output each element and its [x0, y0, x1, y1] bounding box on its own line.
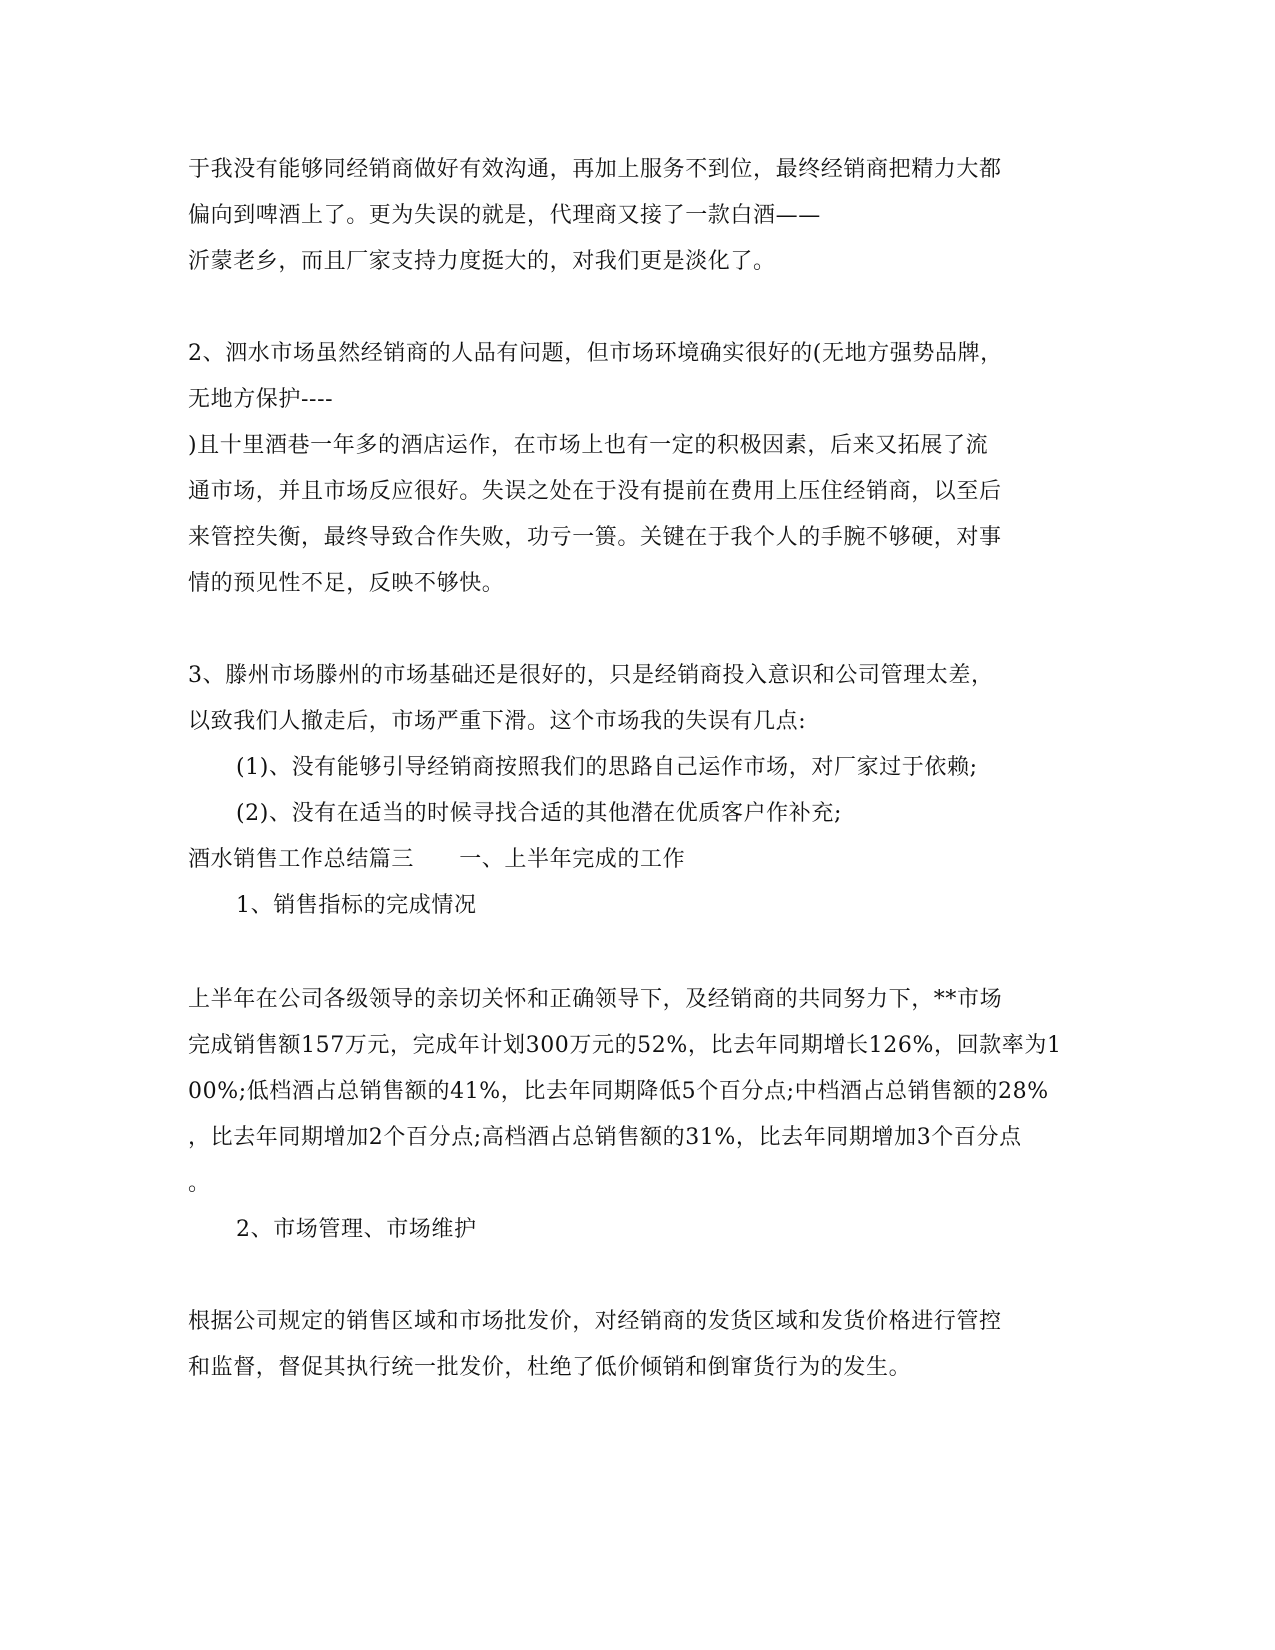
- paragraph-4-line-5: 。: [188, 1171, 211, 1196]
- paragraph-4-line-3: 00%;低档酒占总销售额的41%，比去年同期降低5个百分点;中档酒占总销售额的28%: [188, 1079, 1049, 1104]
- paragraph-2-line-6: 情的预见性不足，反映不够快。: [188, 571, 505, 596]
- section-heading: 酒水销售工作总结篇三 一、上半年完成的工作: [188, 847, 686, 872]
- subheading-2: 2、市场管理、市场维护: [236, 1217, 477, 1242]
- paragraph-5-line-2: 和监督，督促其执行统一批发价，杜绝了低价倾销和倒窜货行为的发生。: [188, 1355, 912, 1380]
- paragraph-2-line-5: 来管控失衡，最终导致合作失败，功亏一篑。关键在于我个人的手腕不够硬，对事: [188, 525, 1002, 550]
- paragraph-3-line-2: 以致我们人撤走后，市场严重下滑。这个市场我的失误有几点:: [188, 709, 807, 734]
- paragraph-1-line-1: 于我没有能够同经销商做好有效沟通，再加上服务不到位，最终经销商把精力大都: [188, 157, 1002, 182]
- paragraph-5-line-1: 根据公司规定的销售区域和市场批发价，对经销商的发货区域和发货价格进行管控: [188, 1309, 1002, 1334]
- paragraph-2-line-3: )且十里酒巷一年多的酒店运作，在市场上也有一定的积极因素，后来又拓展了流: [188, 433, 989, 458]
- paragraph-2-line-2: 无地方保护----: [188, 387, 334, 412]
- paragraph-3-item-1: (1)、没有能够引导经销商按照我们的思路自己运作市场，对厂家过于依赖;: [236, 755, 978, 780]
- paragraph-3-line-1: 3、滕州市场滕州的市场基础还是很好的，只是经销商投入意识和公司管理太差，: [188, 663, 994, 688]
- paragraph-1-line-3: 沂蒙老乡，而且厂家支持力度挺大的，对我们更是淡化了。: [188, 249, 776, 274]
- paragraph-2-line-1: 2、泗水市场虽然经销商的人品有问题，但市场环境确实很好的(无地方强势品牌，: [188, 341, 1003, 366]
- paragraph-4-line-2: 完成销售额157万元，完成年计划300万元的52%，比去年同期增长126%，回款率为1: [188, 1033, 1062, 1058]
- paragraph-4-line-4: ，比去年同期增加2个百分点;高档酒占总销售额的31%，比去年同期增加3个百分点: [188, 1125, 1022, 1150]
- paragraph-1-line-2: 偏向到啤酒上了。更为失误的就是，代理商又接了一款白酒——: [188, 203, 821, 228]
- subheading-1: 1、销售指标的完成情况: [236, 893, 477, 918]
- paragraph-3-item-2: (2)、没有在适当的时候寻找合适的其他潜在优质客户作补充;: [236, 801, 842, 826]
- paragraph-4-line-1: 上半年在公司各级领导的亲切关怀和正确领导下，及经销商的共同努力下，**市场: [188, 987, 1003, 1012]
- paragraph-2-line-4: 通市场，并且市场反应很好。失误之处在于没有提前在费用上压住经销商，以至后: [188, 479, 1002, 504]
